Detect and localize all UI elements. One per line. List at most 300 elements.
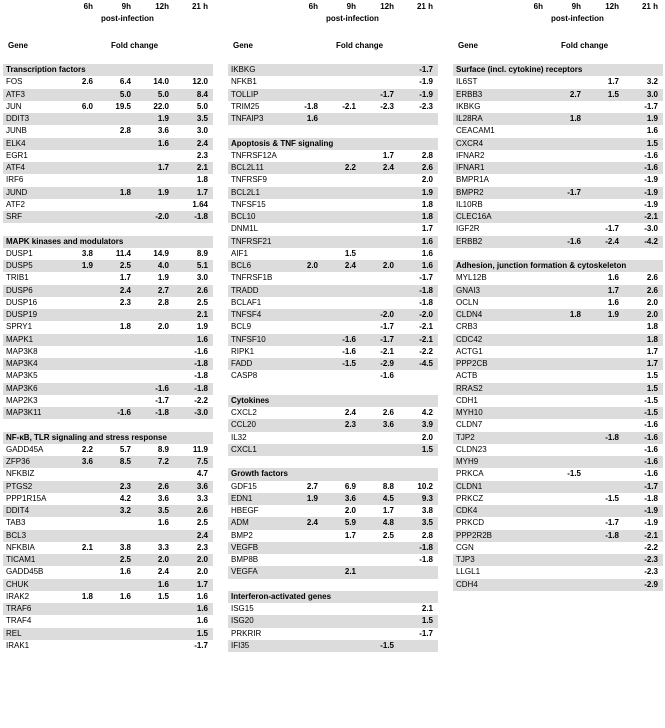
- fold-change-value: 1.8: [421, 212, 433, 221]
- fold-change-value: 1.6: [157, 579, 169, 589]
- column-header: [228, 0, 438, 50]
- fold-change-value: 2.8: [119, 126, 131, 136]
- fold-change-value: 1.9: [157, 273, 169, 283]
- gene-name: CLEC16A: [456, 212, 492, 221]
- table-row: [228, 174, 438, 186]
- timepoint-label: 6h: [83, 2, 93, 11]
- gene-name: FOS: [6, 77, 23, 87]
- gene-name: BCL6: [231, 261, 252, 270]
- table-row: [453, 150, 663, 162]
- section-gap: [228, 383, 438, 395]
- fold-change-value: 1.5: [196, 628, 208, 638]
- section-title: Interferon-activated genes: [231, 591, 332, 601]
- fold-change-value: 2.6: [421, 163, 433, 172]
- table-row: [453, 187, 663, 199]
- table-row: [228, 334, 438, 346]
- fold-change-value: 1.5: [421, 616, 433, 626]
- section-header: [228, 395, 438, 407]
- gene-name: BMPR2: [456, 187, 484, 197]
- table-row: [453, 481, 663, 493]
- fold-change-value: 5.7: [119, 444, 131, 454]
- table-row: [228, 101, 438, 113]
- table-row: [228, 432, 438, 444]
- table-column-1: [3, 0, 213, 650]
- fold-change-value: -1.7: [380, 322, 394, 332]
- timepoint-label: 6h: [533, 2, 543, 11]
- fold-change-value: -1.8: [419, 297, 433, 307]
- table-row: [453, 468, 663, 480]
- gene-name: JUNB: [6, 126, 27, 136]
- fold-change-value: 1.7: [382, 150, 394, 160]
- table-row: [228, 419, 438, 431]
- gene-name: DDIT3: [6, 114, 30, 123]
- gene-name: TRAF4: [6, 616, 32, 626]
- fold-change-value: 2.6: [196, 285, 208, 295]
- fold-change-value: 1.6: [119, 567, 131, 577]
- gene-name: MAP3K4: [6, 359, 38, 368]
- timepoint-label: 9h: [121, 2, 131, 11]
- table-row: [3, 370, 213, 382]
- fold-change-value: -1.8: [194, 383, 208, 393]
- fold-change-value: 1.5: [344, 248, 356, 258]
- table-row: [228, 444, 438, 456]
- fold-change-value: 9.3: [421, 493, 433, 503]
- table-row: [3, 174, 213, 186]
- fold-change-value: -1.6: [155, 383, 169, 393]
- fold-change-value: 8.5: [119, 457, 131, 466]
- fold-change-value: -1.8: [419, 555, 433, 564]
- gene-name: IL28RA: [456, 114, 483, 123]
- section-title: Cytokines: [231, 395, 270, 405]
- fold-change-value: 6.9: [344, 481, 356, 491]
- table-row: [3, 358, 213, 370]
- fold-change-value: 1.9: [646, 114, 658, 123]
- fold-change-value: 1.64: [192, 199, 208, 209]
- fold-change-value: 1.7: [607, 77, 619, 87]
- fold-change-value: 1.8: [196, 175, 208, 185]
- table-row: [228, 76, 438, 88]
- table-row: [3, 199, 213, 211]
- gene-name: CASP8: [231, 371, 258, 381]
- fold-change-value: 8.8: [382, 481, 394, 491]
- fold-change-value: 2.1: [196, 163, 208, 172]
- fold-change-value: -1.7: [419, 273, 433, 283]
- table-row: [228, 89, 438, 101]
- gene-name: NFKBIZ: [6, 469, 35, 479]
- gene-name: CDK4: [456, 506, 478, 515]
- gene-name: CLDN1: [456, 481, 483, 491]
- fold-change-value: -2.9: [644, 579, 658, 589]
- fold-change-header: Fold change: [336, 41, 384, 50]
- fold-change-value: 1.6: [119, 591, 131, 601]
- fold-change-value: 2.7: [306, 481, 318, 491]
- gene-name: BCL10: [231, 212, 256, 221]
- section-title: Apoptosis & TNF signaling: [231, 138, 334, 148]
- gene-name: TNFRSF12A: [231, 150, 277, 160]
- fold-change-value: 5.1: [196, 261, 208, 270]
- table-row: [3, 456, 213, 468]
- fold-change-value: -4.2: [644, 236, 658, 246]
- table-row: [228, 223, 438, 235]
- table-row: [3, 346, 213, 358]
- fold-change-value: -2.1: [342, 101, 356, 111]
- gene-name: CDH4: [456, 579, 478, 589]
- fold-change-value: -1.8: [155, 408, 169, 417]
- gene-name: MAPK1: [6, 334, 34, 344]
- fold-change-value: 1.8: [569, 114, 581, 123]
- section-gap: [228, 125, 438, 137]
- fold-change-value: 1.6: [306, 114, 318, 123]
- fold-change-value: 8.4: [196, 89, 208, 99]
- timepoint-label: 21 h: [416, 2, 433, 11]
- table-row: [3, 187, 213, 199]
- table-row: [453, 211, 663, 223]
- fold-change-value: -1.6: [342, 334, 356, 344]
- fold-change-value: 2.3: [196, 150, 208, 160]
- table-row: [228, 517, 438, 529]
- table-row: [3, 89, 213, 101]
- table-row: [228, 628, 438, 640]
- gene-name: ISG15: [231, 604, 254, 613]
- fold-change-value: 1.6: [196, 616, 208, 626]
- fold-change-value: 4.2: [421, 408, 433, 417]
- timepoint-label: 9h: [571, 2, 581, 11]
- fold-change-value: -1.6: [117, 408, 131, 417]
- fold-change-value: 1.7: [119, 273, 131, 283]
- fold-change-value: 7.2: [157, 457, 169, 466]
- fold-change-value: -1.6: [644, 432, 658, 442]
- table-row: [453, 89, 663, 101]
- gene-name: BCL2L1: [231, 187, 260, 197]
- table-row: [228, 493, 438, 505]
- gene-name: JUN: [6, 101, 22, 111]
- section-gap: [453, 248, 663, 260]
- table-row: [3, 383, 213, 395]
- gene-name: TRADD: [231, 285, 259, 295]
- fold-change-value: 2.8: [421, 150, 433, 160]
- fold-change-value: -4.5: [419, 359, 433, 368]
- fold-change-value: 3.3: [196, 493, 208, 503]
- gene-name: CDC42: [456, 334, 483, 344]
- fold-change-value: -1.8: [194, 359, 208, 368]
- section-gap: [3, 223, 213, 235]
- fold-change-value: 4.2: [119, 493, 131, 503]
- gene-name: CXCL2: [231, 408, 257, 417]
- gene-name: CDH1: [456, 395, 478, 405]
- table-row: [453, 444, 663, 456]
- section-gap: [3, 419, 213, 431]
- table-row: [228, 64, 438, 76]
- table-column-2: [228, 0, 438, 650]
- table-row: [453, 174, 663, 186]
- table-row: [3, 150, 213, 162]
- table-row: [453, 566, 663, 578]
- fold-change-value: 2.3: [344, 420, 356, 430]
- gene-name: TNFSF10: [231, 334, 266, 344]
- fold-change-value: -1.5: [605, 493, 619, 503]
- table-row: [453, 530, 663, 542]
- table-row: [3, 615, 213, 627]
- fold-change-value: -1.7: [419, 65, 433, 74]
- fold-change-value: 3.3: [157, 542, 169, 552]
- table-row: [3, 211, 213, 223]
- fold-change-value: 2.0: [196, 567, 208, 577]
- gene-header: Gene: [458, 41, 479, 50]
- fold-change-value: 1.5: [646, 138, 658, 148]
- table-row: [453, 579, 663, 591]
- gene-name: DDIT4: [6, 506, 30, 515]
- fold-change-value: -1.6: [644, 444, 658, 454]
- fold-change-value: -1.8: [194, 371, 208, 381]
- fold-change-value: 8.9: [157, 444, 169, 454]
- table-row: [228, 162, 438, 174]
- fold-change-value: 2.6: [81, 77, 93, 87]
- table-row: [453, 456, 663, 468]
- column-header: [3, 0, 213, 50]
- gene-name: TRIM25: [231, 101, 260, 111]
- gene-name: PTGS2: [6, 481, 33, 491]
- fold-change-value: -2.2: [644, 542, 658, 552]
- gene-name: IKBKG: [456, 101, 481, 111]
- fold-change-value: 3.6: [382, 420, 394, 430]
- fold-change-value: -2.3: [419, 101, 433, 111]
- table-row: [3, 554, 213, 566]
- gene-name: NFKB1: [231, 77, 257, 87]
- fold-change-value: -1.7: [419, 628, 433, 638]
- section-title: Surface (incl. cytokine) receptors: [456, 65, 583, 74]
- gene-name: ISG20: [231, 616, 254, 626]
- gene-name: ACTB: [456, 371, 478, 381]
- table-row: [3, 321, 213, 333]
- fold-change-value: 19.5: [115, 101, 131, 111]
- fold-change-value: -1.6: [644, 163, 658, 172]
- fold-change-value: 1.5: [646, 371, 658, 381]
- fold-change-value: -1.6: [644, 457, 658, 466]
- gene-name: BMP2: [231, 530, 253, 540]
- gene-name: SRF: [6, 212, 22, 221]
- table-row: [3, 309, 213, 321]
- table-rows: [3, 64, 213, 652]
- table-row: [453, 432, 663, 444]
- gene-name: LLGL1: [456, 567, 481, 577]
- gene-name: IL10RB: [456, 199, 483, 209]
- table-row: [3, 407, 213, 419]
- fold-change-header: Fold change: [111, 41, 159, 50]
- fold-change-value: -2.2: [419, 346, 433, 356]
- gene-name: CGN: [456, 542, 474, 552]
- gene-name: DUSP6: [6, 285, 33, 295]
- table-row: [453, 383, 663, 395]
- table-row: [453, 419, 663, 431]
- table-row: [3, 285, 213, 297]
- gene-name: ELK4: [6, 138, 26, 148]
- gene-name: SPRY1: [6, 322, 33, 332]
- table-row: [3, 125, 213, 137]
- gene-name: BCL2L11: [231, 163, 264, 172]
- table-row: [453, 517, 663, 529]
- table-row: [228, 187, 438, 199]
- gene-name: RRAS2: [456, 383, 483, 393]
- gene-name: MAP3K6: [6, 383, 38, 393]
- fold-change-value: -2.0: [380, 310, 394, 319]
- fold-change-value: 6.4: [119, 77, 131, 87]
- fold-change-value: 1.7: [421, 224, 433, 234]
- table-row: [228, 248, 438, 260]
- fold-change-value: 2.4: [382, 163, 394, 172]
- fold-change-value: 3.2: [119, 506, 131, 515]
- gene-name: HBEGF: [231, 506, 259, 515]
- post-infection-label: post-infection: [101, 14, 154, 23]
- fold-change-value: 3.6: [157, 493, 169, 503]
- fold-change-value: -1.9: [644, 518, 658, 528]
- table-row: [453, 199, 663, 211]
- table-row: [228, 370, 438, 382]
- table-row: [453, 358, 663, 370]
- table-row: [228, 199, 438, 211]
- gene-name: IKBKG: [231, 65, 256, 74]
- table-row: [228, 566, 438, 578]
- fold-change-header: Fold change: [561, 41, 609, 50]
- table-row: [453, 76, 663, 88]
- fold-change-value: -3.0: [644, 224, 658, 234]
- fold-change-value: 2.4: [196, 530, 208, 540]
- fold-change-value: 5.0: [119, 89, 131, 99]
- fold-change-value: 2.3: [119, 481, 131, 491]
- section-header: [228, 468, 438, 480]
- fold-change-value: -1.5: [380, 640, 394, 650]
- fold-change-value: -1.7: [155, 395, 169, 405]
- fold-change-value: -1.9: [644, 175, 658, 185]
- table-row: [3, 138, 213, 150]
- table-row: [228, 309, 438, 321]
- fold-change-value: 1.9: [157, 187, 169, 197]
- fold-change-value: -2.1: [644, 530, 658, 540]
- gene-name: MYL12B: [456, 273, 487, 283]
- section-header: [228, 138, 438, 150]
- timepoint-label: 12h: [155, 2, 169, 11]
- fold-change-value: -1.8: [419, 542, 433, 552]
- table-row: [3, 505, 213, 517]
- fold-change-value: 3.8: [81, 248, 93, 258]
- table-row: [3, 481, 213, 493]
- column-header: [453, 0, 663, 50]
- gene-name: CEACAM1: [456, 126, 495, 136]
- table-row: [453, 370, 663, 382]
- fold-change-value: 2.5: [119, 261, 131, 270]
- gene-name: DUSP5: [6, 261, 33, 270]
- fold-change-value: 1.6: [421, 261, 433, 270]
- fold-change-value: 1.9: [81, 261, 93, 270]
- fold-change-value: -1.8: [605, 432, 619, 442]
- table-row: [3, 334, 213, 346]
- fold-change-value: -1.8: [194, 212, 208, 221]
- fold-change-value: 2.6: [157, 481, 169, 491]
- gene-name: BCL3: [6, 530, 27, 540]
- gene-name: PPP2CB: [456, 359, 488, 368]
- fold-change-value: 10.2: [417, 481, 433, 491]
- section-header: [453, 64, 663, 76]
- gene-name: GADD45B: [6, 567, 44, 577]
- gene-name: MAP3K8: [6, 346, 38, 356]
- fold-change-value: -2.3: [380, 101, 394, 111]
- table-row: [3, 640, 213, 652]
- fold-change-value: 2.4: [344, 408, 356, 417]
- fold-change-value: 2.5: [382, 530, 394, 540]
- fold-change-value: 1.7: [196, 579, 208, 589]
- gene-name: EGR1: [6, 150, 28, 160]
- fold-change-value: 2.0: [421, 432, 433, 442]
- fold-change-value: -1.5: [644, 395, 658, 405]
- table-row: [228, 407, 438, 419]
- fold-change-value: 2.2: [344, 163, 356, 172]
- gene-name: IL6ST: [456, 77, 478, 87]
- table-row: [453, 334, 663, 346]
- fold-change-value: 1.9: [157, 114, 169, 123]
- gene-name: JUND: [6, 187, 28, 197]
- section-header: [3, 236, 213, 248]
- fold-change-value: 1.9: [196, 322, 208, 332]
- table-row: [453, 101, 663, 113]
- fold-change-value: -2.1: [419, 322, 433, 332]
- gene-name: PPP2R2B: [456, 530, 493, 540]
- timepoint-label: 6h: [308, 2, 318, 11]
- gene-name: IRAK2: [6, 591, 30, 601]
- timepoint-label: 12h: [380, 2, 394, 11]
- fold-change-value: 2.4: [306, 518, 318, 528]
- fold-change-value: 2.7: [569, 89, 581, 99]
- gene-name: AIF1: [231, 248, 248, 258]
- fold-change-value: 1.5: [607, 89, 619, 99]
- timepoint-label: 21 h: [191, 2, 208, 11]
- gene-name: BMPR1A: [456, 175, 489, 185]
- gene-name: DUSP19: [6, 310, 38, 319]
- gene-name: IRAK1: [6, 640, 30, 650]
- table-row: [228, 285, 438, 297]
- section-gap: [228, 579, 438, 591]
- table-row: [3, 444, 213, 456]
- fold-change-value: 2.6: [382, 408, 394, 417]
- fold-change-value: 1.6: [607, 297, 619, 307]
- gene-header: Gene: [233, 41, 254, 50]
- gene-name: TJP3: [456, 555, 475, 564]
- gene-name: MYH9: [456, 457, 479, 466]
- fold-change-value: 2.4: [344, 261, 356, 270]
- fold-change-value: 2.1: [344, 567, 356, 577]
- gene-header: Gene: [8, 41, 29, 50]
- table-row: [228, 640, 438, 652]
- fold-change-value: 1.7: [344, 530, 356, 540]
- gene-name: TOLLIP: [231, 89, 259, 99]
- fold-change-value: 2.5: [196, 518, 208, 528]
- gene-name: DNM1L: [231, 224, 259, 234]
- fold-change-value: -1.5: [342, 359, 356, 368]
- fold-change-value: -1.8: [644, 493, 658, 503]
- fold-change-value: -1.8: [304, 101, 318, 111]
- fold-change-value: -2.2: [194, 395, 208, 405]
- table-row: [453, 272, 663, 284]
- table-row: [228, 554, 438, 566]
- fold-change-value: -2.0: [155, 212, 169, 221]
- fold-change-value: 2.4: [119, 285, 131, 295]
- fold-change-value: -1.7: [605, 518, 619, 528]
- table-row: [228, 542, 438, 554]
- table-rows: [228, 64, 438, 652]
- fold-change-value: 12.0: [192, 77, 208, 87]
- fold-change-value: -1.6: [567, 236, 581, 246]
- fold-change-value: 6.0: [81, 101, 93, 111]
- table-row: [3, 248, 213, 260]
- gene-name: CXCR4: [456, 138, 484, 148]
